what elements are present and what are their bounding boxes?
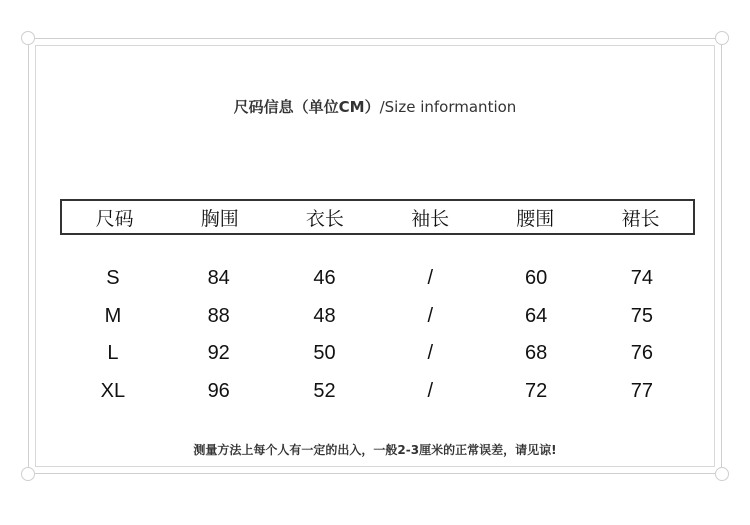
table-cell: / — [427, 304, 434, 327]
measurement-disclaimer: 测量方法上每个人有一定的出入，一般2-3厘米的正常误差，请见谅! — [193, 443, 557, 457]
table-cell: 64 — [524, 304, 548, 327]
table-cell: 52 — [313, 379, 336, 402]
table-cell: 68 — [524, 341, 548, 364]
title-chinese: 尺码信息（单位CM） — [233, 98, 380, 116]
frame-corner-ornament — [21, 467, 35, 481]
column-header-sleeve: 袖长 — [411, 207, 450, 230]
table-cell-size: S — [106, 266, 120, 289]
column-header-size: 尺码 — [95, 207, 134, 230]
table-cell-size: L — [107, 341, 119, 364]
table-cell-size: XL — [100, 379, 126, 402]
table-cell: 84 — [207, 266, 230, 289]
table-cell: 96 — [207, 379, 230, 402]
table-cell: 76 — [630, 341, 653, 364]
table-cell: 75 — [630, 304, 653, 327]
frame-corner-ornament — [715, 31, 729, 45]
table-cell: 77 — [630, 379, 653, 402]
table-cell: 60 — [524, 266, 548, 289]
title-english: /Size informantion — [379, 98, 517, 116]
column-header-skirt-length: 裙长 — [621, 207, 660, 230]
table-cell: 74 — [630, 266, 653, 289]
table-cell: 88 — [207, 304, 230, 327]
table-cell-size: M — [104, 304, 122, 327]
table-row — [60, 263, 695, 293]
table-cell: 50 — [313, 341, 336, 364]
size-table-header — [60, 199, 695, 235]
table-cell: / — [427, 379, 434, 402]
table-cell: 92 — [207, 341, 230, 364]
table-cell: / — [427, 266, 434, 289]
table-row — [60, 338, 695, 368]
size-info-title — [0, 96, 750, 117]
column-header-bust: 胸围 — [200, 207, 239, 230]
table-cell: 46 — [313, 266, 336, 289]
frame-corner-ornament — [21, 31, 35, 45]
table-cell: / — [427, 341, 434, 364]
frame-corner-ornament — [715, 467, 729, 481]
table-row — [60, 376, 695, 406]
table-cell: 48 — [313, 304, 336, 327]
column-header-waist: 腰围 — [516, 207, 555, 230]
table-cell: 72 — [524, 379, 548, 402]
column-header-length: 衣长 — [305, 207, 344, 230]
table-row — [60, 301, 695, 331]
